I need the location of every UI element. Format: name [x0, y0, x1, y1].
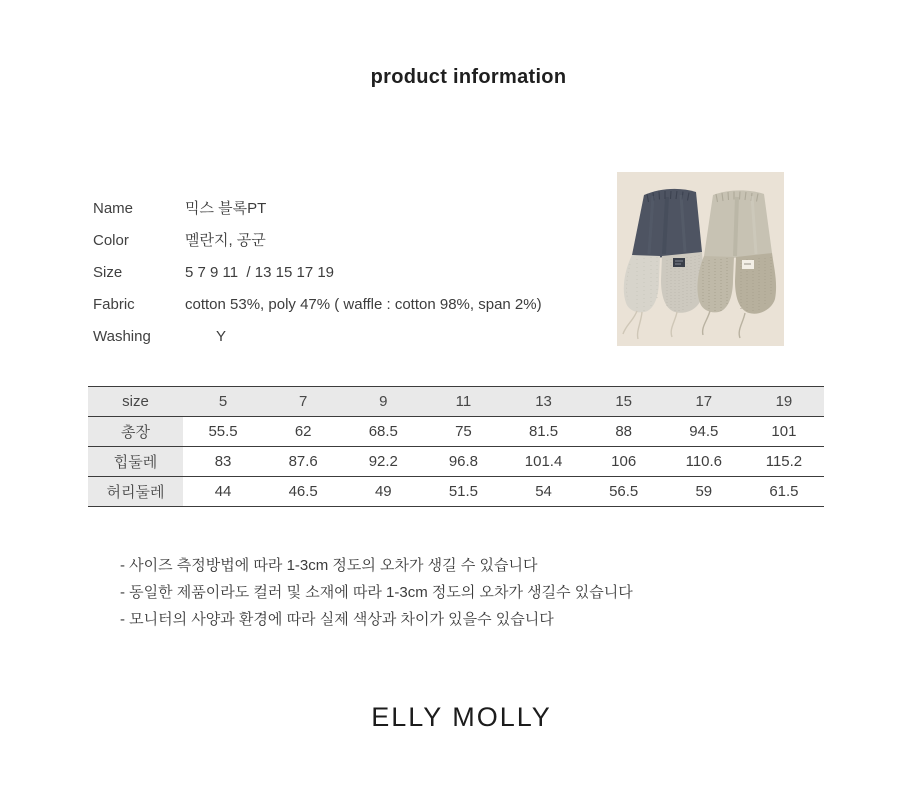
size-table-header-cell: 5	[183, 387, 263, 417]
table-cell: 106	[584, 447, 664, 477]
info-value: 5 7 9 11 / 13 15 17 19	[185, 264, 335, 281]
table-cell: 115.2	[744, 447, 824, 477]
table-cell: 68.5	[343, 417, 423, 447]
info-label: Size	[93, 264, 123, 281]
size-table-header-cell: 17	[664, 387, 744, 417]
pants-left-label	[673, 258, 685, 267]
note-line: - 동일한 제품이라도 컬러 및 소재에 따라 1-3cm 정도의 오차가 생길수 있습니다	[120, 584, 633, 601]
table-cell: 46.5	[263, 477, 343, 507]
size-table-header-cell: 9	[343, 387, 423, 417]
table-cell: 101	[744, 417, 824, 447]
pants-right-leg-right	[735, 253, 776, 314]
table-cell: 81.5	[504, 417, 584, 447]
table-row-waist	[88, 477, 824, 507]
page-title: product information	[370, 66, 567, 88]
table-row-total-length	[88, 417, 824, 447]
table-cell: 96.8	[423, 447, 503, 477]
pants-right-label	[742, 260, 754, 269]
table-cell: 56.5	[584, 477, 664, 507]
info-label: Color	[93, 232, 129, 249]
size-table-header-cell: size	[88, 387, 183, 417]
table-cell: 75	[423, 417, 503, 447]
info-row-name	[93, 193, 542, 225]
table-cell: 49	[343, 477, 423, 507]
notes-list	[120, 552, 633, 633]
note-line: - 사이즈 측정방법에 따라 1-3cm 정도의 오차가 생길 수 있습니다	[120, 557, 538, 574]
table-cell: 61.5	[744, 477, 824, 507]
size-table-header-cell: 19	[744, 387, 824, 417]
brand-logo: ELLY MOLLY	[371, 702, 552, 732]
info-row-washing	[93, 321, 542, 353]
product-info-list	[93, 193, 542, 353]
size-table	[88, 386, 824, 507]
table-cell: 59	[664, 477, 744, 507]
info-value: 믹스 블록PT	[185, 200, 267, 217]
pants-right-fold-shadow	[735, 197, 737, 256]
info-label: Fabric	[93, 296, 135, 313]
table-cell: 44	[183, 477, 263, 507]
product-photo-illustration	[617, 172, 784, 346]
info-row-size	[93, 257, 542, 289]
table-cell: 87.6	[263, 447, 343, 477]
info-label: Name	[93, 200, 134, 217]
size-table-header-cell: 15	[584, 387, 664, 417]
table-cell: 110.6	[664, 447, 744, 477]
table-cell: 62	[263, 417, 343, 447]
table-cell: 88	[584, 417, 664, 447]
size-table-header-cell: 11	[423, 387, 503, 417]
row-label: 총장	[88, 417, 183, 447]
info-value: 멜란지, 공군	[185, 232, 266, 249]
table-cell: 94.5	[664, 417, 744, 447]
table-cell: 55.5	[183, 417, 263, 447]
info-label: Washing	[93, 328, 151, 345]
size-table-header-cell: 7	[263, 387, 343, 417]
size-table-header-row	[88, 387, 824, 417]
table-cell: 51.5	[423, 477, 503, 507]
info-value: Y	[216, 328, 227, 345]
table-cell: 92.2	[343, 447, 423, 477]
row-label: 허리둘레	[88, 477, 183, 507]
table-cell: 101.4	[504, 447, 584, 477]
table-cell: 54	[504, 477, 584, 507]
info-row-fabric	[93, 289, 542, 321]
table-cell: 83	[183, 447, 263, 477]
info-value: cotton 53%, poly 47% ( waffle : cotton 98%, span 2%)	[185, 296, 542, 313]
info-row-color	[93, 225, 542, 257]
table-row-hip	[88, 447, 824, 477]
size-table-header-cell: 13	[504, 387, 584, 417]
product-photo	[617, 172, 784, 346]
note-line: - 모니터의 사양과 환경에 따라 실제 색상과 차이가 있을수 있습니다	[120, 611, 554, 628]
row-label: 힙둘레	[88, 447, 183, 477]
